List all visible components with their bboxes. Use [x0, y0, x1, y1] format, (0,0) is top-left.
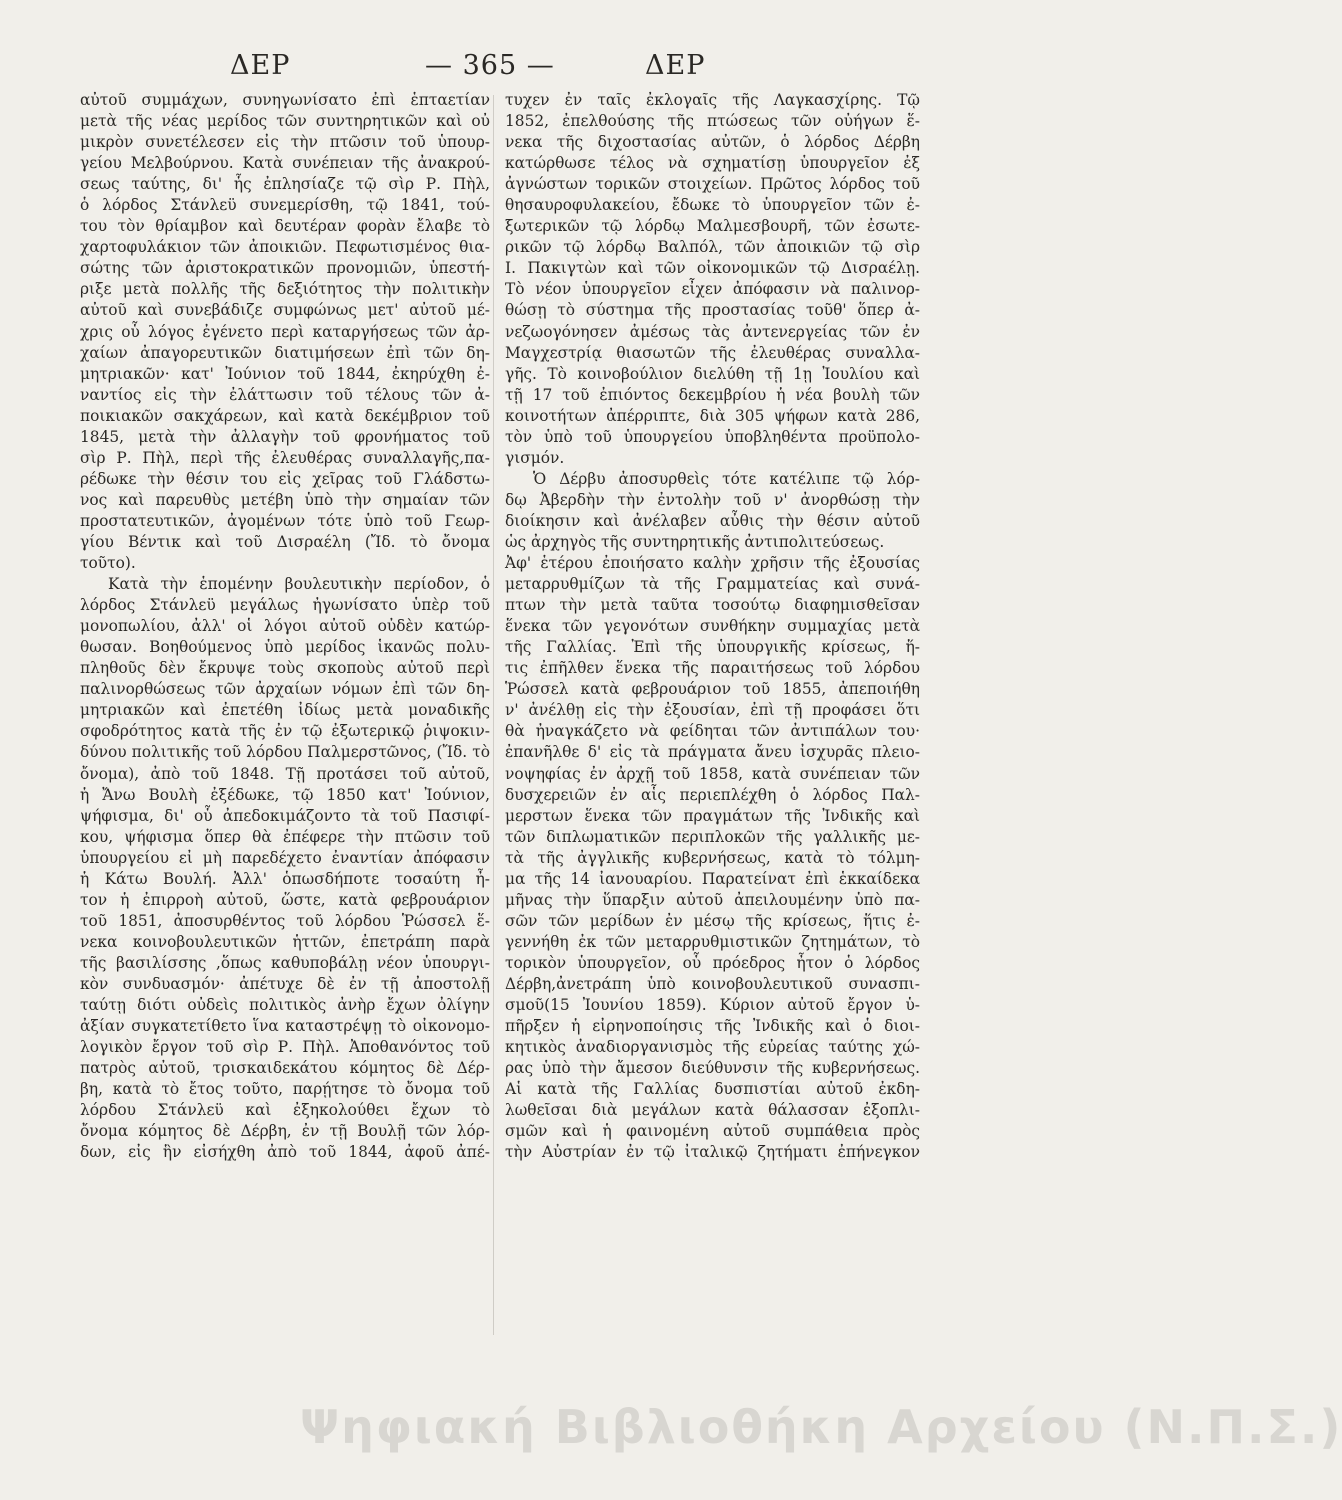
- left-column: [80, 90, 490, 1163]
- text-line: λόρδου Στάνλεϋ καὶ ἐξηκολούθει ἔχων τὸ: [80, 1101, 490, 1120]
- header-right-keyword: ΔΕΡ: [645, 50, 706, 81]
- text-line: ἀξίαν συγκατετίθετο ἵνα καταστρέψῃ τὸ οἰκονομο-: [80, 1017, 490, 1036]
- text-line: νεκα τῆς διχοστασίας αὐτῶν, ὁ λόρδος Δέρβη: [505, 133, 920, 152]
- text-line: μητριακῶν· κατ' Ἰούνιον τοῦ 1844, ἐκηρύχθη ἐ-: [80, 364, 490, 383]
- text-line: μονοπωλίου, ἀλλ' οἱ λόγοι αὐτοῦ οὐδὲν κατώρ-: [80, 617, 490, 636]
- text-line: σφοδρότητος κατὰ τῆς ἐν τῷ ἐξωτερικῷ ῥιψοκιν-: [80, 722, 490, 741]
- text-line: ἐπανῆλθε δ' εἰς τὰ πράγματα ἄνευ ἰσχυρᾶς πλειο-: [505, 743, 920, 762]
- text-line: ρας ὑπὸ τὴν ἄμεσον διεύθυνσιν τῆς κυβερνήσεως.: [505, 1059, 920, 1078]
- text-line: Μαγχεστρίᾳ θιασωτῶν τῆς ἐλευθέρας συναλλα-: [505, 343, 920, 362]
- text-line: τὸν ὑπὸ τοῦ ὑπουργείου ὑποβληθέντα προϋπολο-: [505, 427, 920, 446]
- text-line: αὐτοῦ καὶ συνεβάδιζε συμφώνως μετ' αὐτοῦ μέ-: [80, 301, 490, 320]
- text-line: ριξε μετὰ πολλῆς τῆς δεξιότητος τὴν πολιτικὴν: [80, 280, 490, 299]
- text-line: Ἀφ' ἑτέρου ἐποιήσατο καλὴν χρῆσιν τῆς ἐξουσίας: [505, 554, 920, 573]
- text-line: μεταρρυθμίζων τὰ τῆς Γραμματείας καὶ συνά-: [505, 575, 920, 594]
- text-line: ὁ λόρδος Στάνλεϋ συνεμερίσθη, τῷ 1841, τού-: [80, 196, 490, 215]
- text-line: τῇ 17 τοῦ ἐπιόντος δεκεμβρίου ἡ νέα βουλὴ τῶν: [505, 385, 920, 404]
- text-line: χρις οὗ λόγος ἐγένετο περὶ καταργήσεως τῶν ἀρ-: [80, 322, 490, 341]
- text-line: βη, κατὰ τὸ ἔτος τοῦτο, παρῄτησε τὸ ὄνομα τοῦ: [80, 1080, 490, 1099]
- text-line: χαίων ἀπαγορευτικῶν διατιμήσεων ἐπὶ τῶν δη-: [80, 343, 490, 362]
- text-line: τὰ τῆς ἀγγλικῆς κυβερνήσεως, κατὰ τὸ τόλμη-: [505, 848, 920, 867]
- text-line: ταύτῃ διότι οὐδεὶς πολιτικὸς ἀνὴρ ἔχων ὀλίγην: [80, 996, 490, 1015]
- text-line: τις ἐπῆλθεν ἕνεκα τῆς παραιτήσεως τοῦ λόρδου: [505, 659, 920, 678]
- text-line: δῳ Ἀβερδὴν τὴν ἐντολὴν τοῦ ν' ἀνορθώσῃ τὴν: [505, 490, 920, 509]
- text-line: ἡ Κάτω Βουλή. Ἀλλ' ὁπωσδήποτε τοσαύτη ἦ-: [80, 869, 490, 888]
- text-line: ρικῶν τῷ λόρδῳ Βαλπόλ, τῶν ἀποικιῶν τῷ σὶρ: [505, 238, 920, 257]
- text-line: ὑπουργείου εἰ μὴ παρεδέχετο ἐναντίαν ἀπόφασιν: [80, 848, 490, 867]
- text-line: θωσαν. Βοηθούμενος ὑπὸ μερίδος ἱκανῶς πολυ-: [80, 638, 490, 657]
- text-line: τοῦ 1851, ἀποσυρθέντος τοῦ λόρδου Ῥώσσελ ἕ-: [80, 911, 490, 930]
- page-number: — 365 —: [425, 50, 555, 81]
- text-line: τοῦτο).: [80, 554, 136, 573]
- text-line: μερστων ἕνεκα τῶν πραγμάτων τῆς Ἰνδικῆς καὶ: [505, 806, 920, 825]
- text-line: τῆς βασιλίσσης ,ὅπως καθυποβάλῃ νέον ὑπουργι-: [80, 953, 490, 972]
- text-line: Ὁ Δέρβυ ἀποσυρθεὶς τότε κατέλιπε τῷ λόρ-: [533, 469, 920, 488]
- text-line: παλινορθώσεως τῶν ἀρχαίων νόμων ἐπὶ τῶν δη-: [80, 680, 490, 699]
- text-line: Ῥώσσελ κατὰ φεβρουάριον τοῦ 1855, ἀπεποιήθη: [505, 680, 920, 699]
- text-line: δυσχερειῶν ἐν αἷς περιεπλέχθη ὁ λόρδος Παλ-: [505, 785, 920, 804]
- text-line: μα τῆς 14 ἰανουαρίου. Παρατείνατ ἐπὶ ἑκκαίδεκα: [505, 869, 920, 888]
- right-column: [505, 90, 920, 1163]
- text-line: 1852, ἐπελθούσης τῆς πτώσεως τῶν οὐήγων ἕ-: [505, 112, 920, 131]
- text-line: τυχεν ἐν ταῖς ἐκλογαῖς τῆς Λαγκασχίρης. Τῷ: [505, 91, 920, 109]
- text-line: Αἱ κατὰ τῆς Γαλλίας δυσπιστίαι αὐτοῦ ἐκδη-: [505, 1080, 920, 1099]
- text-line: γισμόν.: [505, 448, 565, 467]
- text-line: Κατὰ τὴν ἑπομένην βουλευτικὴν περίοδον, ὁ: [108, 575, 490, 594]
- text-line: Δέρβη,ἀνετράπη ὑπὸ κοινοβουλευτικοῦ συνασπι-: [505, 974, 920, 993]
- text-line: νος καὶ παρευθὺς μετέβη ὑπὸ τὴν σημαίαν τῶν: [80, 490, 490, 509]
- text-line: μετὰ τῆς νέας μερίδος τῶν συντηρητικῶν καὶ οὐ: [80, 112, 490, 131]
- text-line: αὐτοῦ συμμάχων, συνηγωνίσατο ἐπὶ ἑπταετίαν: [80, 91, 490, 109]
- text-line: τον ἡ ἐπιρροὴ αὐτοῦ, ὥστε, κατὰ φεβρουάριον: [80, 890, 490, 909]
- text-line: τῆς Γαλλίας. Ἐπὶ τῆς ὑπουργικῆς κρίσεως, ἥ-: [505, 638, 920, 657]
- text-line: πῆρξεν ἡ εἰρηνοποίησις τῆς Ἰνδικῆς καὶ ὁ διοι-: [505, 1017, 920, 1036]
- text-line: ὄνομα), ἀπὸ τοῦ 1848. Τῇ προτάσει τοῦ αὐτοῦ,: [80, 764, 490, 783]
- text-line: σῶν τῶν μερίδων ἐν μέσῳ τῆς κρίσεως, ἥτις ἐ-: [505, 911, 920, 930]
- text-line: κὸν συνδυασμόν· ἀπέτυχε δὲ ἐν τῇ ἀποστολῇ: [80, 974, 490, 993]
- text-line: σμῶν καὶ ἡ φαινομένη αὐτοῦ συμπάθεια πρὸς: [505, 1122, 920, 1141]
- text-line: θησαυροφυλακείου, ἔδωκε τὸ ὑπουργεῖον τῶν ἐ-: [505, 196, 920, 215]
- text-line: ὡς ἀρχηγὸς τῆς συντηρητικῆς ἀντιπολιτεύσεως.: [505, 532, 885, 551]
- text-line: χαρτοφυλάκιον τῶν ἀποικιῶν. Πεφωτισμένος θια-: [80, 238, 490, 257]
- text-line: μικρὸν συνετέλεσεν εἰς τὴν πτῶσιν τοῦ ὑπουρ-: [80, 133, 490, 152]
- text-line: ὄνομα κόμητος δὲ Δέρβη, ἐν τῇ Βουλῇ τῶν λόρ-: [80, 1122, 490, 1141]
- text-line: ἡ Ἄνω Βουλὴ ἐξέδωκε, τῷ 1850 κατ' Ἰούνιον,: [80, 785, 490, 804]
- text-line: θώσῃ τὸ σύστημα τῆς προστασίας τοῦθ' ὅπερ ἀ-: [505, 301, 920, 320]
- text-line: τορικὸν ὑπουργεῖον, οὗ πρόεδρος ἦτον ὁ λόρδος: [505, 953, 920, 972]
- text-line: σμοῦ(15 Ἰουνίου 1859). Κύριον αὐτοῦ ἔργον ὑ-: [505, 996, 920, 1015]
- text-line: Ι. Πακιγτὼν καὶ τῶν οἰκονομικῶν τῷ Δισραέλῃ.: [505, 259, 920, 278]
- text-line: λόρδος Στάνλεϋ μεγάλως ἠγωνίσατο ὑπὲρ τοῦ: [80, 596, 490, 615]
- text-line: ναντίος εἰς τὴν ἐλάττωσιν τοῦ τέλους τῶν ἀ-: [80, 385, 490, 404]
- text-line: του τὸν θρίαμβον καὶ δευτέραν φορὰν ἔλαβε τὸ: [80, 217, 490, 236]
- column-divider: [493, 95, 494, 1335]
- text-line: κατώρθωσε τέλος νὰ σχηματίσῃ ὑπουργεῖον ἐξ: [505, 154, 920, 173]
- text-line: ποικιακῶν σακχάρεων, καὶ κατὰ δεκέμβριον τοῦ: [80, 406, 490, 425]
- text-line: μητριακῶν καὶ ἐπετέθη ἰδίως μετὰ μοναδικῆς: [80, 701, 490, 720]
- text-line: κητικὸς ἀναδιοργανισμὸς τῆς εὐρείας ταύτης χώ-: [505, 1038, 920, 1057]
- text-line: λογικὸν ἔργον τοῦ σὶρ Ρ. Πὴλ. Ἀποθανόντος τοῦ: [80, 1038, 490, 1057]
- text-line: λωθεῖσαι διὰ μεγάλων κατὰ θάλασσαν ἐξοπλι-: [505, 1101, 920, 1120]
- watermark: Ψηφιακή Βιβλιοθήκη Αρχείου (Ν.Π.Σ.): [300, 1400, 1342, 1454]
- text-line: 1845, μετὰ τὴν ἀλλαγὴν τοῦ φρονήματος τοῦ: [80, 427, 490, 446]
- text-line: πατρὸς αὐτοῦ, τρισκαιδεκάτου κόμητος δὲ Δέρ-: [80, 1059, 490, 1078]
- text-line: κοινοτήτων ἀπέρριπτε, διὰ 305 ψήφων κατὰ 286,: [505, 406, 920, 425]
- text-line: σώτης τῶν ἀριστοκρατικῶν προνομιῶν, ὑπεστή-: [80, 259, 490, 278]
- text-line: ἀγνώστων τορικῶν στοιχείων. Πρῶτος λόρδος τοῦ: [505, 175, 920, 194]
- text-line: δύνου πολιτικῆς τοῦ λόρδου Παλμερστῶνος, (Ἴδ. τὸ: [80, 743, 490, 762]
- text-line: θὰ ἠναγκάζετο νὰ φείδηται τῶν ἀντιπάλων του·: [505, 722, 920, 741]
- text-line: πληθοῦς δὲν ἔκρυψε τοὺς σκοποὺς αὐτοῦ περὶ: [80, 659, 490, 678]
- text-line: διοίκησιν καὶ ἀνέλαβεν αὖθις τὴν θέσιν αὐτοῦ: [505, 511, 920, 530]
- text-line: γεννήθη ἐκ τῶν μεταρρυθμιστικῶν ζητημάτων, τὸ: [505, 932, 920, 951]
- page-header: [80, 50, 935, 90]
- text-line: νεκα κοινοβουλευτικῶν ἡττῶν, ἐπετράπη παρὰ: [80, 932, 490, 951]
- text-line: σὶρ Ρ. Πὴλ, περὶ τῆς ἐλευθέρας συναλλαγῆς,πα-: [80, 448, 490, 467]
- header-left-keyword: ΔΕΡ: [230, 50, 291, 81]
- text-line: Τὸ νέον ὑπουργεῖον εἶχεν ἀπόφασιν νὰ παλινορ-: [505, 280, 920, 299]
- text-line: ν' ἀνέλθῃ εἰς τὴν ἐξουσίαν, ἐπὶ τῇ προφάσει ὅτι: [505, 701, 920, 720]
- text-line: πτων τὴν μετὰ ταῦτα τοσούτῳ διαφημισθεῖσαν: [505, 596, 920, 615]
- text-line: γῆς. Τὸ κοινοβούλιον διελύθη τῇ 1ῃ Ἰουλίου καὶ: [505, 364, 920, 383]
- text-line: δων, εἰς ἣν εἰσήχθη ἀπὸ τοῦ 1844, ἀφοῦ ἀπέ-: [80, 1143, 490, 1162]
- text-line: ψήφισμα, δι' οὗ ἀπεδοκιμάζοντο τὰ τοῦ Πασιφί-: [80, 806, 490, 825]
- text-line: ξωτερικῶν τῷ λόρδῳ Μαλμεσβουρῆ, τῶν ἐσωτε-: [505, 217, 920, 236]
- text-line: γείου Μελβούρνου. Κατὰ συνέπειαν τῆς ἀνακρού-: [80, 154, 490, 173]
- text-line: νοψηφίας ἐν ἀρχῇ τοῦ 1858, κατὰ συνέπειαν τῶν: [505, 764, 920, 783]
- text-line: ἕνεκα τῶν γεγονότων συνθήκην συμμαχίας μετὰ: [505, 617, 920, 636]
- text-line: τὴν Αὐστρίαν ἐν τῷ ἰταλικῷ ζητήματι ἐπήνεγκον: [505, 1143, 920, 1162]
- text-line: νεζωογόνησεν ἀμέσως τὰς ἀντενεργείας τῶν ἐν: [505, 322, 920, 341]
- text-line: κου, ψήφισμα ὅπερ θὰ ἐπέφερε τὴν πτῶσιν τοῦ: [80, 827, 490, 846]
- text-line: σεως ταύτης, δι' ἧς ἐπλησίαζε τῷ σὶρ Ρ. Πὴλ,: [80, 175, 490, 194]
- text-line: ρέδωκε τὴν θέσιν του εἰς χεῖρας τοῦ Γλάδστω-: [80, 469, 490, 488]
- text-line: γίου Βέντικ καὶ τοῦ Δισραέλη (Ἴδ. τὸ ὄνομα: [80, 532, 490, 551]
- text-line: μῆνας τὴν ὕπαρξιν αὐτοῦ ἀπειλουμένην ὑπὸ πα-: [505, 890, 920, 909]
- text-line: τῶν διπλωματικῶν περιπλοκῶν τῆς γαλλικῆς με-: [505, 827, 920, 846]
- text-line: προστατευτικῶν, ἀγομένων τότε ὑπὸ τοῦ Γεωρ-: [80, 511, 490, 530]
